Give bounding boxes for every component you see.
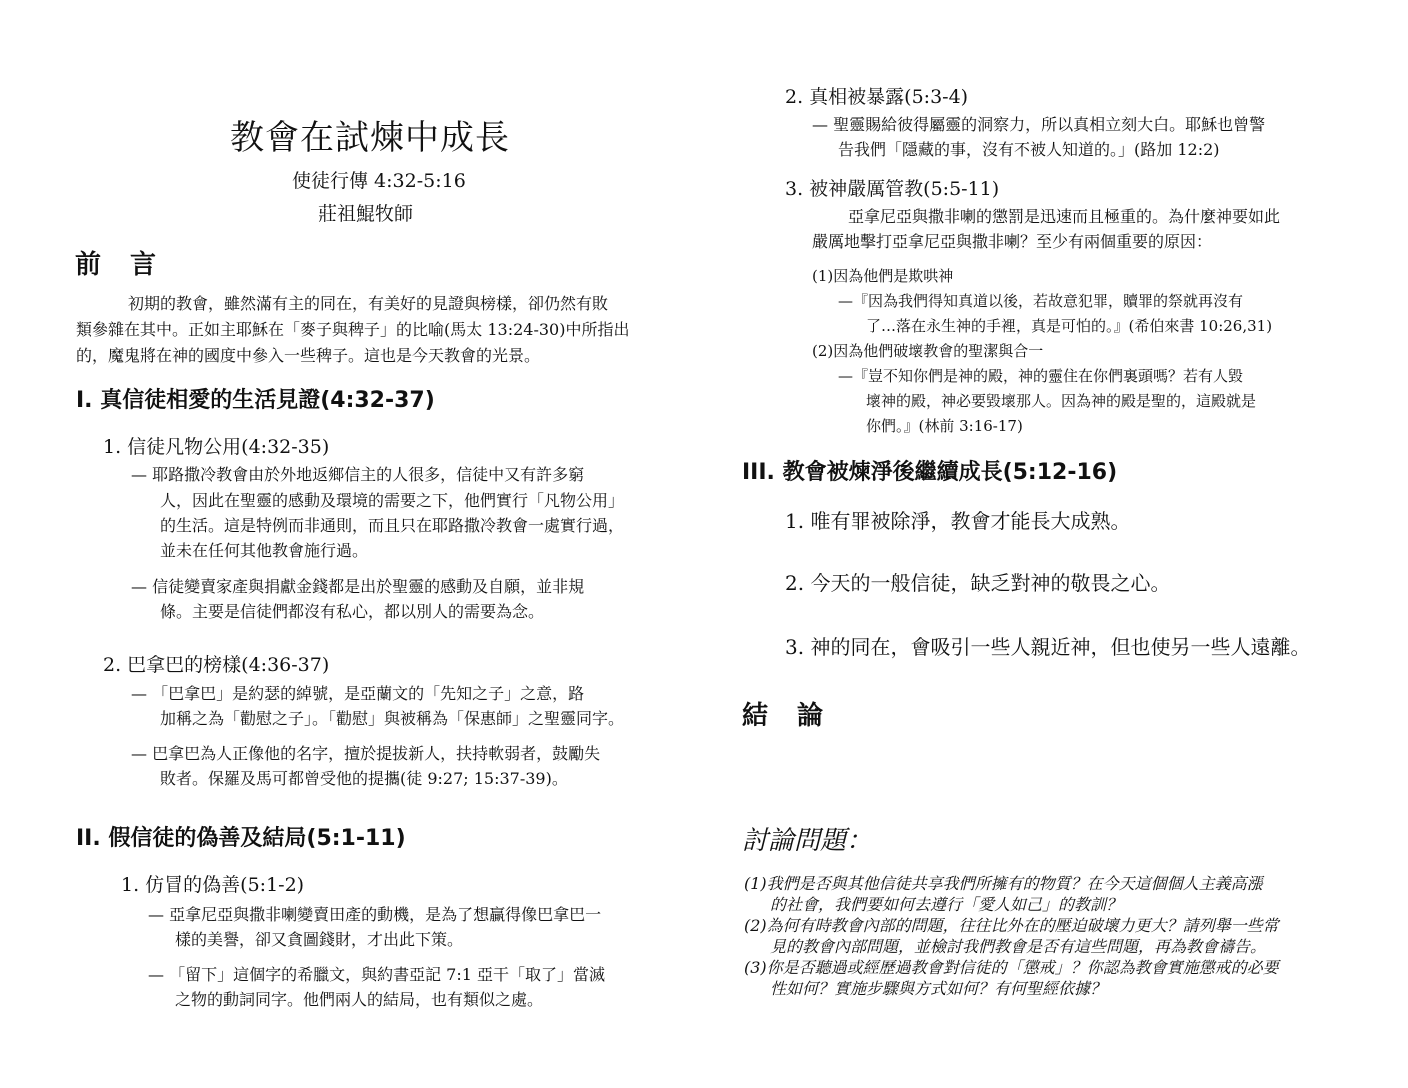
section1-item1-label: 1. 信徒凡物公用(4:32-35) [103, 436, 330, 458]
intro-line: 類參雜在其中。正如主耶穌在「麥子與稗子」的比喻(馬太 13:24-30)中所指出 [76, 320, 630, 339]
discussion-question: (1)我們是否與其他信徒共享我們所擁有的物質？在今天這個個人主義高漲 [744, 874, 1263, 893]
bullet-line: — 耶路撒冷教會由於外地返鄉信主的人很多，信徒中又有許多窮 [131, 465, 585, 484]
bullet-line: 告我們「隱藏的事，沒有不被人知道的。」(路加 12:2) [838, 140, 1220, 159]
discussion-question: 性如何？實施步驟與方式如何？有何聖經依據？ [770, 979, 1107, 998]
page-title: 教會在試煉中成長 [230, 118, 510, 158]
reason-item: (2)因為他們破壞教會的聖潔與合一 [812, 342, 1044, 360]
quote-line: 了…落在永生神的手裡，真是可怕的。』(希伯來書 10:26,31) [866, 317, 1273, 335]
section2-item3-label: 3. 被神嚴厲管教(5:5-11) [785, 178, 1000, 200]
reason-item: (1)因為他們是欺哄神 [812, 267, 954, 285]
intro-heading: 前 言 [75, 250, 167, 280]
paragraph-line: 嚴厲地擊打亞拿尼亞與撒非喇？至少有兩個重要的原因： [812, 232, 1213, 251]
discussion-question: 見的教會內部問題，並檢討我們教會是否有這些問題，再為教會禱告。 [770, 937, 1267, 956]
intro-line: 的，魔鬼將在神的國度中參入一些稗子。這也是今天教會的光景。 [76, 346, 541, 365]
bullet-line: 的生活。這是特例而非通則，而且只在耶路撒冷教會一處實行過， [160, 516, 625, 535]
section2-heading: II. 假信徒的偽善及結局(5:1-11) [76, 826, 406, 851]
bullet-line: 樣的美譽，卻又貪圖錢財，才出此下策。 [175, 930, 464, 949]
section3-heading: III. 教會被煉淨後繼續成長(5:12-16) [742, 460, 1118, 485]
bullet-line: 條。主要是信徒們都沒有私心，都以別人的需要為念。 [160, 602, 545, 621]
paragraph-line: 亞拿尼亞與撒非喇的懲罰是迅速而且極重的。為什麼神要如此 [848, 207, 1281, 226]
bullet-line: — 聖靈賜給彼得屬靈的洞察力，所以真相立刻大白。耶穌也曾警 [812, 115, 1266, 134]
quote-line: 你們。』(林前 3:16-17) [866, 417, 1023, 435]
section3-item: 3. 神的同在，會吸引一些人親近神，但也使另一些人遠離。 [785, 635, 1311, 659]
bullet-line: — 信徒變賣家產與捐獻金錢都是出於聖靈的感動及自願，並非規 [131, 577, 585, 596]
quote-line: —『因為我們得知真道以後，若故意犯罪，贖罪的祭就再沒有 [838, 292, 1244, 310]
author: 莊祖鯤牧師 [318, 203, 414, 225]
section2-item1-label: 1. 仿冒的偽善(5:1-2) [121, 874, 305, 896]
section3-item: 2. 今天的一般信徒，缺乏對神的敬畏之心。 [785, 571, 1171, 595]
bullet-line: — 「留下」這個字的希臘文，與約書亞記 7:1 亞干「取了」當滅 [148, 965, 606, 984]
bullet-line: — 「巴拿巴」是約瑟的綽號，是亞蘭文的「先知之子」之意，路 [131, 684, 585, 703]
section1-heading: I. 真信徒相愛的生活見證(4:32-37) [76, 388, 435, 413]
bullet-line: — 亞拿尼亞與撒非喇變賣田產的動機，是為了想贏得像巴拿巴一 [148, 905, 602, 924]
bullet-line: 之物的動詞同字。他們兩人的結局，也有類似之處。 [175, 990, 544, 1009]
section1-item2-label: 2. 巴拿巴的榜樣(4:36-37) [103, 654, 330, 676]
bullet-line: 並未在任何其他教會施行過。 [160, 541, 369, 560]
section3-item: 1. 唯有罪被除淨，教會才能長大成熟。 [785, 509, 1131, 533]
scripture-reference: 使徒行傳 4:32-5:16 [292, 170, 466, 192]
discussion-heading: 討論問題： [742, 826, 873, 856]
bullet-line: 加稱之為「勸慰之子」。「勸慰」與被稱為「保惠師」之聖靈同字。 [160, 709, 625, 728]
discussion-question: 的社會，我們要如何去遵行「愛人如己」的教訓？ [770, 895, 1123, 914]
intro-line: 初期的教會，雖然滿有主的同在，有美好的見證與榜樣，卻仍然有敗 [128, 294, 609, 313]
section2-item2-label: 2. 真相被暴露(5:3-4) [785, 86, 969, 108]
discussion-question: (3)你是否聽過或經歷過教會對信徒的「懲戒」？你認為教會實施懲戒的必要 [744, 958, 1279, 977]
quote-line: 壞神的殿，神必要毀壞那人。因為神的殿是聖的，這殿就是 [866, 392, 1257, 410]
bullet-line: 人，因此在聖靈的感動及環境的需要之下，他們實行「凡物公用」 [160, 491, 625, 510]
bullet-line: — 巴拿巴為人正像他的名字，擅於提拔新人，扶持軟弱者，鼓勵失 [131, 744, 601, 763]
discussion-question: (2)為何有時教會內部的問題，往往比外在的壓迫破壞力更大？請列舉一些常 [744, 916, 1279, 935]
bullet-line: 敗者。保羅及馬可都曾受他的提攜(徒 9:27; 15:37-39)。 [160, 769, 568, 788]
conclusion-heading: 結 論 [742, 701, 834, 731]
quote-line: —『豈不知你們是神的殿，神的靈住在你們裏頭嗎？若有人毀 [838, 367, 1244, 385]
